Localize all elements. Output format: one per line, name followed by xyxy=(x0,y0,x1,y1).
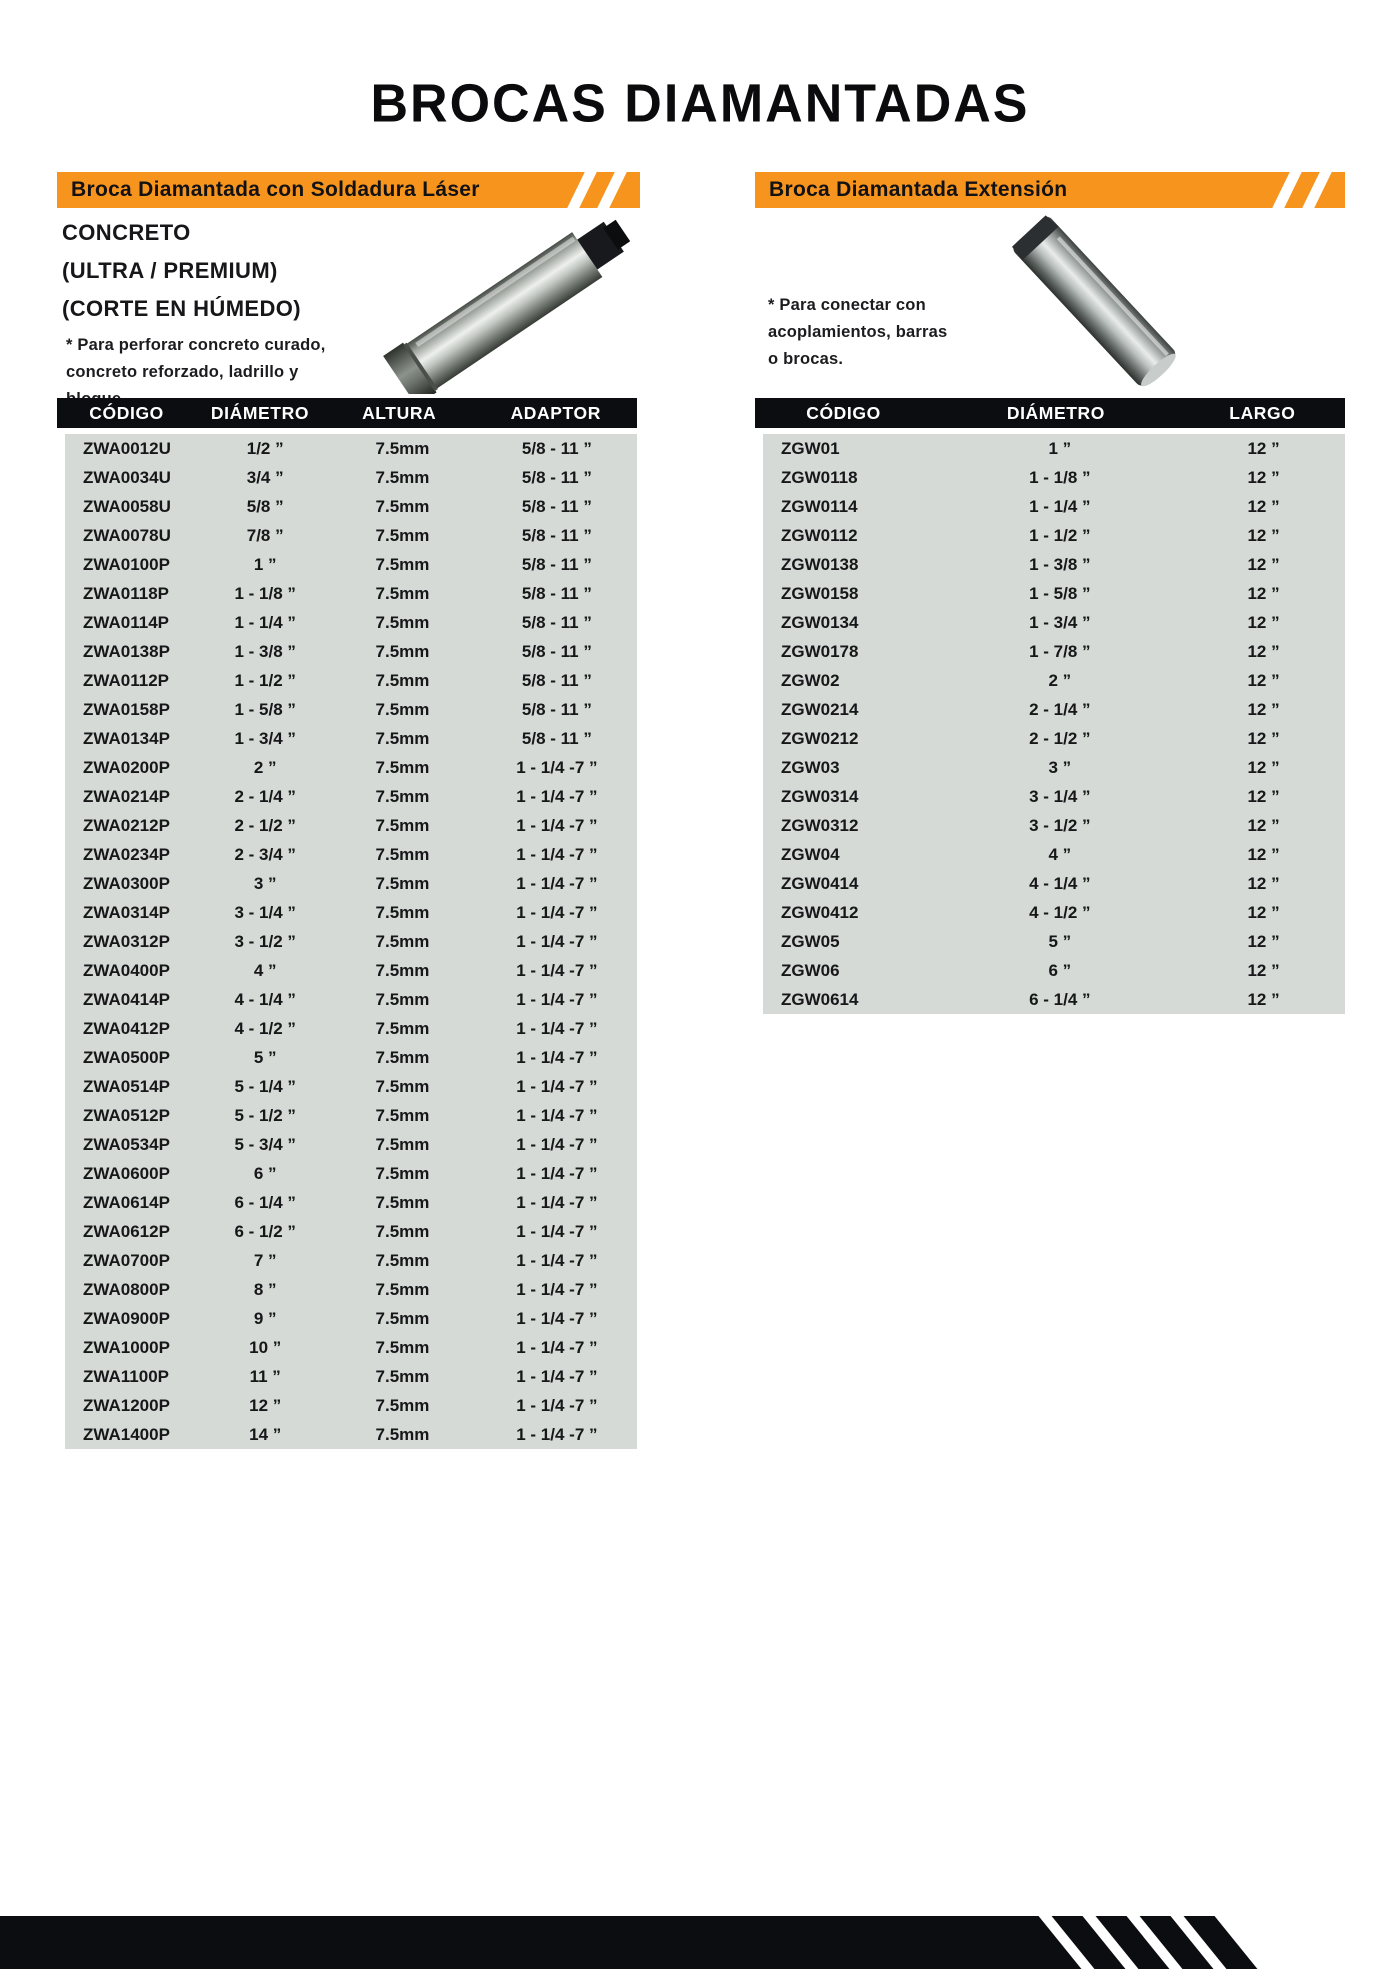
cell-largo: 12 ” xyxy=(1247,757,1280,777)
cell-altura: 7.5mm xyxy=(375,960,430,980)
cell-codigo: ZWA1000P xyxy=(83,1337,170,1357)
cell-diametro: 5 ” xyxy=(253,1047,277,1067)
cell-diametro: 7 ” xyxy=(253,1250,277,1270)
cell-altura: 7.5mm xyxy=(375,699,430,719)
cell-codigo: ZWA0614P xyxy=(83,1192,170,1212)
cell-codigo: ZWA0114P xyxy=(83,612,169,632)
cell-codigo: ZWA0500P xyxy=(83,1047,170,1067)
table-row xyxy=(763,492,1345,521)
table-row xyxy=(763,521,1345,550)
cell-largo: 12 ” xyxy=(1247,554,1280,574)
cell-codigo: ZGW04 xyxy=(781,844,840,864)
cell-largo: 12 ” xyxy=(1247,786,1280,806)
cell-altura: 7.5mm xyxy=(375,1337,430,1357)
section-bar-laser xyxy=(57,172,640,208)
cell-codigo: ZWA1200P xyxy=(83,1395,170,1415)
cell-codigo: ZWA1400P xyxy=(83,1424,170,1444)
cell-altura: 7.5mm xyxy=(375,1308,430,1328)
cell-largo: 12 ” xyxy=(1247,844,1280,864)
cell-largo: 12 ” xyxy=(1247,612,1280,632)
cell-codigo: ZWA0314P xyxy=(83,902,170,922)
cell-codigo: ZWA0138P xyxy=(83,641,170,661)
cell-codigo: ZWA0078U xyxy=(83,525,171,545)
cell-codigo: ZWA0118P xyxy=(83,583,169,603)
table-row xyxy=(65,1304,637,1333)
cell-adaptor: 1 - 1/4 -7 ” xyxy=(516,1395,598,1415)
cell-adaptor: 1 - 1/4 -7 ” xyxy=(516,1134,598,1154)
cell-diametro: 4 - 1/2 ” xyxy=(234,1018,296,1038)
cell-adaptor: 1 - 1/4 -7 ” xyxy=(516,815,598,835)
cell-codigo: ZWA0214P xyxy=(83,786,170,806)
table-row xyxy=(65,869,637,898)
cell-diametro: 4 - 1/2 ” xyxy=(1029,902,1091,922)
note-line: acoplamientos, barras xyxy=(768,323,948,341)
note-line: * Para conectar con xyxy=(768,296,926,314)
table-row xyxy=(763,898,1345,927)
cell-codigo: ZWA0400P xyxy=(83,960,170,980)
cell-diametro: 6 - 1/2 ” xyxy=(234,1221,296,1241)
cell-altura: 7.5mm xyxy=(375,467,430,487)
cell-diametro: 2 - 1/2 ” xyxy=(1029,728,1091,748)
cell-altura: 7.5mm xyxy=(375,1221,430,1241)
note-line: o brocas. xyxy=(768,350,844,368)
table-row xyxy=(763,927,1345,956)
cell-altura: 7.5mm xyxy=(375,1395,430,1415)
column-header-codigo: CÓDIGO xyxy=(806,402,881,423)
cell-codigo: ZGW0112 xyxy=(781,525,858,545)
table-row xyxy=(65,1188,637,1217)
table-row xyxy=(65,985,637,1014)
cell-adaptor: 1 - 1/4 -7 ” xyxy=(516,931,598,951)
cell-diametro: 3 - 1/4 ” xyxy=(1029,786,1091,806)
cell-adaptor: 1 - 1/4 -7 ” xyxy=(516,1047,598,1067)
cell-diametro: 2 - 3/4 ” xyxy=(234,844,296,864)
cell-codigo: ZGW0214 xyxy=(781,699,859,719)
table-row xyxy=(65,1043,637,1072)
cell-altura: 7.5mm xyxy=(375,902,430,922)
cell-codigo: ZWA0234P xyxy=(83,844,170,864)
cell-adaptor: 1 - 1/4 -7 ” xyxy=(516,786,598,806)
cell-diametro: 6 - 1/4 ” xyxy=(1029,989,1091,1009)
cell-altura: 7.5mm xyxy=(375,1018,430,1038)
cell-adaptor: 1 - 1/4 -7 ” xyxy=(516,989,598,1009)
cell-codigo: ZGW0178 xyxy=(781,641,859,661)
right-note xyxy=(768,292,947,373)
table-row xyxy=(65,550,637,579)
cell-diametro: 1 - 7/8 ” xyxy=(1029,641,1091,661)
cell-diametro: 1 - 1/2 ” xyxy=(234,670,296,690)
cell-altura: 7.5mm xyxy=(375,931,430,951)
cell-codigo: ZWA0112P xyxy=(83,670,169,690)
column-header-codigo: CÓDIGO xyxy=(89,402,164,423)
cell-altura: 7.5mm xyxy=(375,525,430,545)
cell-diametro: 4 ” xyxy=(253,960,277,980)
cell-diametro: 5/8 ” xyxy=(246,496,284,516)
column-header-diametro: DIÁMETRO xyxy=(210,402,310,423)
cell-codigo: ZWA0158P xyxy=(83,699,170,719)
table-row xyxy=(65,666,637,695)
cell-diametro: 3 - 1/2 ” xyxy=(1029,815,1091,835)
cell-adaptor: 1 - 1/4 -7 ” xyxy=(516,1192,598,1212)
cell-altura: 7.5mm xyxy=(375,786,430,806)
cell-altura: 7.5mm xyxy=(375,1047,430,1067)
cell-altura: 7.5mm xyxy=(375,1134,430,1154)
cell-codigo: ZWA0200P xyxy=(83,757,170,777)
cell-adaptor: 1 - 1/4 -7 ” xyxy=(516,1221,598,1241)
cell-largo: 12 ” xyxy=(1247,989,1280,1009)
cell-diametro: 3 ” xyxy=(1048,757,1072,777)
cell-adaptor: 1 - 1/4 -7 ” xyxy=(516,960,598,980)
cell-adaptor: 1 - 1/4 -7 ” xyxy=(516,1337,598,1357)
cell-altura: 7.5mm xyxy=(375,815,430,835)
cell-diametro: 2 - 1/2 ” xyxy=(234,815,296,835)
cell-altura: 7.5mm xyxy=(375,554,430,574)
cell-diametro: 3 - 1/4 ” xyxy=(234,902,296,922)
table-row xyxy=(763,811,1345,840)
cell-largo: 12 ” xyxy=(1247,960,1280,980)
table-row xyxy=(65,724,637,753)
column-header-altura: ALTURA xyxy=(362,402,437,423)
cell-codigo: ZWA0058U xyxy=(83,496,171,516)
cell-diametro: 2 ” xyxy=(1048,670,1072,690)
table-row xyxy=(65,1072,637,1101)
diagonal-stripe-icon xyxy=(1302,172,1332,208)
table-row xyxy=(763,724,1345,753)
cell-altura: 7.5mm xyxy=(375,1076,430,1096)
column-header-adaptor: ADAPTOR xyxy=(510,402,601,423)
cell-largo: 12 ” xyxy=(1247,583,1280,603)
cell-altura: 7.5mm xyxy=(375,989,430,1009)
table-row xyxy=(763,608,1345,637)
cell-adaptor: 1 - 1/4 -7 ” xyxy=(516,1163,598,1183)
table-row xyxy=(763,666,1345,695)
cell-codigo: ZGW05 xyxy=(781,931,840,951)
column-header-largo: LARGO xyxy=(1229,402,1296,423)
cell-adaptor: 1 - 1/4 -7 ” xyxy=(516,1279,598,1299)
cell-diametro: 11 ” xyxy=(249,1366,281,1386)
cell-codigo: ZWA0612P xyxy=(83,1221,170,1241)
cell-diametro: 6 ” xyxy=(253,1163,277,1183)
cell-largo: 12 ” xyxy=(1247,670,1280,690)
table-row xyxy=(65,434,637,463)
cell-altura: 7.5mm xyxy=(375,612,430,632)
cell-codigo: ZGW0412 xyxy=(781,902,859,922)
cell-diametro: 1 - 1/4 ” xyxy=(234,612,296,632)
cell-adaptor: 1 - 1/4 -7 ” xyxy=(516,1076,598,1096)
table-row xyxy=(763,550,1345,579)
table-row xyxy=(65,1246,637,1275)
cell-altura: 7.5mm xyxy=(375,1279,430,1299)
cell-adaptor: 5/8 - 11 ” xyxy=(521,496,592,516)
cell-codigo: ZWA0600P xyxy=(83,1163,170,1183)
right-table-body xyxy=(763,434,1345,1014)
page-title: BROCAS DIAMANTADAS xyxy=(370,73,1030,135)
table-row xyxy=(65,1014,637,1043)
cell-diametro: 6 - 1/4 ” xyxy=(234,1192,296,1212)
cell-diametro: 6 ” xyxy=(1048,960,1072,980)
cell-codigo: ZGW03 xyxy=(781,757,840,777)
cell-diametro: 1 ” xyxy=(253,554,277,574)
cell-adaptor: 5/8 - 11 ” xyxy=(521,699,592,719)
cell-diametro: 14 ” xyxy=(249,1424,282,1444)
cell-diametro: 4 ” xyxy=(1048,844,1072,864)
cell-codigo: ZWA0534P xyxy=(83,1134,170,1154)
table-row xyxy=(65,927,637,956)
heading-line: (ULTRA / PREMIUM) xyxy=(62,258,278,283)
cell-diametro: 1 - 1/8 ” xyxy=(1029,467,1091,487)
cell-adaptor: 5/8 - 11 ” xyxy=(521,641,592,661)
table-row xyxy=(65,579,637,608)
left-heading-lines xyxy=(62,214,301,328)
cell-largo: 12 ” xyxy=(1247,902,1280,922)
left-table-body xyxy=(65,434,637,1449)
cell-largo: 12 ” xyxy=(1247,641,1280,661)
table-row xyxy=(65,898,637,927)
bottom-bar xyxy=(0,1916,1081,1969)
cell-codigo: ZGW0158 xyxy=(781,583,859,603)
cell-altura: 7.5mm xyxy=(375,757,430,777)
extension-tube-image xyxy=(988,210,1202,394)
cell-altura: 7.5mm xyxy=(375,728,430,748)
cell-diametro: 12 ” xyxy=(249,1395,282,1415)
cell-adaptor: 5/8 - 11 ” xyxy=(521,583,592,603)
table-row xyxy=(65,1420,637,1449)
cell-altura: 7.5mm xyxy=(375,1192,430,1212)
section-bar-laser-label: Broca Diamantada con Soldadura Láser xyxy=(71,178,480,201)
cell-diametro: 4 - 1/4 ” xyxy=(234,989,296,1009)
cell-adaptor: 1 - 1/4 -7 ” xyxy=(516,1308,598,1328)
cell-largo: 12 ” xyxy=(1247,873,1280,893)
cell-diametro: 3 ” xyxy=(253,873,277,893)
cell-codigo: ZWA0414P xyxy=(83,989,170,1009)
cell-adaptor: 5/8 - 11 ” xyxy=(521,612,592,632)
table-row xyxy=(65,1333,637,1362)
section-bar-extension xyxy=(755,172,1345,208)
cell-adaptor: 1 - 1/4 -7 ” xyxy=(516,1105,598,1125)
cell-diametro: 1 - 3/8 ” xyxy=(234,641,296,661)
bottom-decoration xyxy=(0,1916,1300,1969)
cell-codigo: ZWA0034U xyxy=(83,467,171,487)
table-row xyxy=(763,434,1345,463)
cell-codigo: ZGW0614 xyxy=(781,989,859,1009)
table-row xyxy=(65,608,637,637)
heading-line: CONCRETO xyxy=(62,220,191,245)
cell-codigo: ZWA0700P xyxy=(83,1250,170,1270)
cell-codigo: ZGW0138 xyxy=(781,554,859,574)
cell-altura: 7.5mm xyxy=(375,496,430,516)
cell-codigo: ZWA0800P xyxy=(83,1279,170,1299)
column-header-diametro: DIÁMETRO xyxy=(1006,402,1105,423)
diagonal-stripe-icon xyxy=(597,172,627,208)
cell-codigo: ZWA0412P xyxy=(83,1018,170,1038)
table-row xyxy=(65,1217,637,1246)
cell-codigo: ZWA0134P xyxy=(83,728,170,748)
cell-codigo: ZWA0212P xyxy=(83,815,170,835)
diagonal-stripe-icon xyxy=(567,172,597,208)
table-row xyxy=(65,637,637,666)
cell-largo: 12 ” xyxy=(1247,699,1280,719)
cell-diametro: 1 - 1/2 ” xyxy=(1029,525,1091,545)
cell-altura: 7.5mm xyxy=(375,670,430,690)
cell-altura: 7.5mm xyxy=(375,1105,430,1125)
diagonal-stripe-icon xyxy=(1272,172,1302,208)
table-row xyxy=(763,463,1345,492)
cell-codigo: ZWA0012U xyxy=(83,438,171,458)
table-row xyxy=(65,492,637,521)
cell-diametro: 2 - 1/4 ” xyxy=(234,786,296,806)
table-row xyxy=(763,840,1345,869)
cell-altura: 7.5mm xyxy=(375,438,430,458)
cell-codigo: ZWA0512P xyxy=(83,1105,170,1125)
cell-diametro: 7/8 ” xyxy=(246,525,284,545)
table-row xyxy=(763,985,1345,1014)
cell-adaptor: 1 - 1/4 -7 ” xyxy=(516,757,598,777)
table-row xyxy=(65,1275,637,1304)
cell-largo: 12 ” xyxy=(1247,496,1280,516)
cell-codigo: ZWA1100P xyxy=(83,1366,169,1386)
cell-diametro: 4 - 1/4 ” xyxy=(1029,873,1091,893)
cell-codigo: ZGW02 xyxy=(781,670,840,690)
cell-diametro: 1 - 1/4 ” xyxy=(1029,496,1091,516)
table-row xyxy=(65,956,637,985)
table-row xyxy=(65,782,637,811)
table-row xyxy=(65,753,637,782)
cell-codigo: ZGW06 xyxy=(781,960,840,980)
cell-diametro: 1 - 3/4 ” xyxy=(1029,612,1091,632)
cell-adaptor: 5/8 - 11 ” xyxy=(521,728,592,748)
table-row xyxy=(763,956,1345,985)
cell-codigo: ZGW0114 xyxy=(781,496,858,516)
note-line: * Para perforar concreto curado, xyxy=(66,336,326,354)
cell-codigo: ZGW0134 xyxy=(781,612,859,632)
note-line: concreto reforzado, ladrillo y xyxy=(66,363,299,381)
cell-codigo: ZGW0312 xyxy=(781,815,859,835)
section-bar-extension-label: Broca Diamantada Extensión xyxy=(769,178,1068,201)
cell-codigo: ZWA0100P xyxy=(83,554,170,574)
cell-adaptor: 1 - 1/4 -7 ” xyxy=(516,844,598,864)
cell-diametro: 2 ” xyxy=(253,757,277,777)
table-row xyxy=(65,1101,637,1130)
cell-codigo: ZGW0414 xyxy=(781,873,859,893)
cell-adaptor: 5/8 - 11 ” xyxy=(521,670,592,690)
cell-largo: 12 ” xyxy=(1247,438,1280,458)
cell-codigo: ZGW0212 xyxy=(781,728,859,748)
cell-diametro: 5 - 3/4 ” xyxy=(234,1134,296,1154)
cell-codigo: ZWA0300P xyxy=(83,873,170,893)
cell-adaptor: 1 - 1/4 -7 ” xyxy=(516,1424,598,1444)
cell-altura: 7.5mm xyxy=(375,1250,430,1270)
cell-adaptor: 1 - 1/4 -7 ” xyxy=(516,902,598,922)
table-row xyxy=(763,695,1345,724)
table-row xyxy=(763,869,1345,898)
table-row xyxy=(65,1130,637,1159)
cell-diametro: 5 - 1/4 ” xyxy=(234,1076,296,1096)
cell-diametro: 10 ” xyxy=(249,1337,282,1357)
cell-altura: 7.5mm xyxy=(375,1366,430,1386)
cell-altura: 7.5mm xyxy=(375,1163,430,1183)
cell-adaptor: 1 - 1/4 -7 ” xyxy=(516,1366,598,1386)
cell-diametro: 1 ” xyxy=(1048,438,1072,458)
cell-diametro: 3/4 ” xyxy=(246,467,284,487)
left-table-header xyxy=(57,398,637,428)
cell-diametro: 5 ” xyxy=(1048,931,1072,951)
cell-largo: 12 ” xyxy=(1247,525,1280,545)
cell-altura: 7.5mm xyxy=(375,844,430,864)
cell-codigo: ZWA0514P xyxy=(83,1076,170,1096)
cell-diametro: 8 ” xyxy=(253,1279,277,1299)
cell-diametro: 1 - 5/8 ” xyxy=(1029,583,1091,603)
table-row xyxy=(65,1159,637,1188)
table-row xyxy=(763,579,1345,608)
cell-adaptor: 1 - 1/4 -7 ” xyxy=(516,1018,598,1038)
cell-adaptor: 1 - 1/4 -7 ” xyxy=(516,1250,598,1270)
cell-diametro: 9 ” xyxy=(253,1308,277,1328)
cell-largo: 12 ” xyxy=(1247,467,1280,487)
table-row xyxy=(763,782,1345,811)
table-row xyxy=(763,637,1345,666)
cell-altura: 7.5mm xyxy=(375,641,430,661)
cell-diametro: 3 - 1/2 ” xyxy=(234,931,296,951)
cell-codigo: ZWA0312P xyxy=(83,931,170,951)
heading-line: (CORTE EN HÚMEDO) xyxy=(62,296,302,321)
cell-diametro: 1/2 ” xyxy=(246,438,284,458)
cell-adaptor: 5/8 - 11 ” xyxy=(521,525,592,545)
table-row xyxy=(65,811,637,840)
drill-bit-image xyxy=(378,210,644,394)
cell-largo: 12 ” xyxy=(1247,728,1280,748)
cell-diametro: 1 - 3/8 ” xyxy=(1029,554,1091,574)
table-row xyxy=(65,1362,637,1391)
table-row xyxy=(65,521,637,550)
table-row xyxy=(65,695,637,724)
cell-adaptor: 1 - 1/4 -7 ” xyxy=(516,873,598,893)
cell-adaptor: 5/8 - 11 ” xyxy=(521,438,592,458)
cell-diametro: 1 - 1/8 ” xyxy=(234,583,296,603)
cell-adaptor: 5/8 - 11 ” xyxy=(521,554,592,574)
cell-diametro: 1 - 3/4 ” xyxy=(234,728,296,748)
cell-altura: 7.5mm xyxy=(375,1424,430,1444)
cell-codigo: ZGW01 xyxy=(781,438,840,458)
cell-adaptor: 5/8 - 11 ” xyxy=(521,467,592,487)
table-row xyxy=(65,840,637,869)
cell-codigo: ZGW0314 xyxy=(781,786,859,806)
cell-largo: 12 ” xyxy=(1247,931,1280,951)
cell-codigo: ZGW0118 xyxy=(781,467,858,487)
cell-largo: 12 ” xyxy=(1247,815,1280,835)
cell-altura: 7.5mm xyxy=(375,873,430,893)
table-row xyxy=(763,753,1345,782)
cell-diametro: 2 - 1/4 ” xyxy=(1029,699,1091,719)
right-table-header xyxy=(755,398,1345,428)
cell-altura: 7.5mm xyxy=(375,583,430,603)
table-row xyxy=(65,463,637,492)
table-row xyxy=(65,1391,637,1420)
cell-diametro: 1 - 5/8 ” xyxy=(234,699,296,719)
cell-diametro: 5 - 1/2 ” xyxy=(234,1105,296,1125)
cell-codigo: ZWA0900P xyxy=(83,1308,170,1328)
